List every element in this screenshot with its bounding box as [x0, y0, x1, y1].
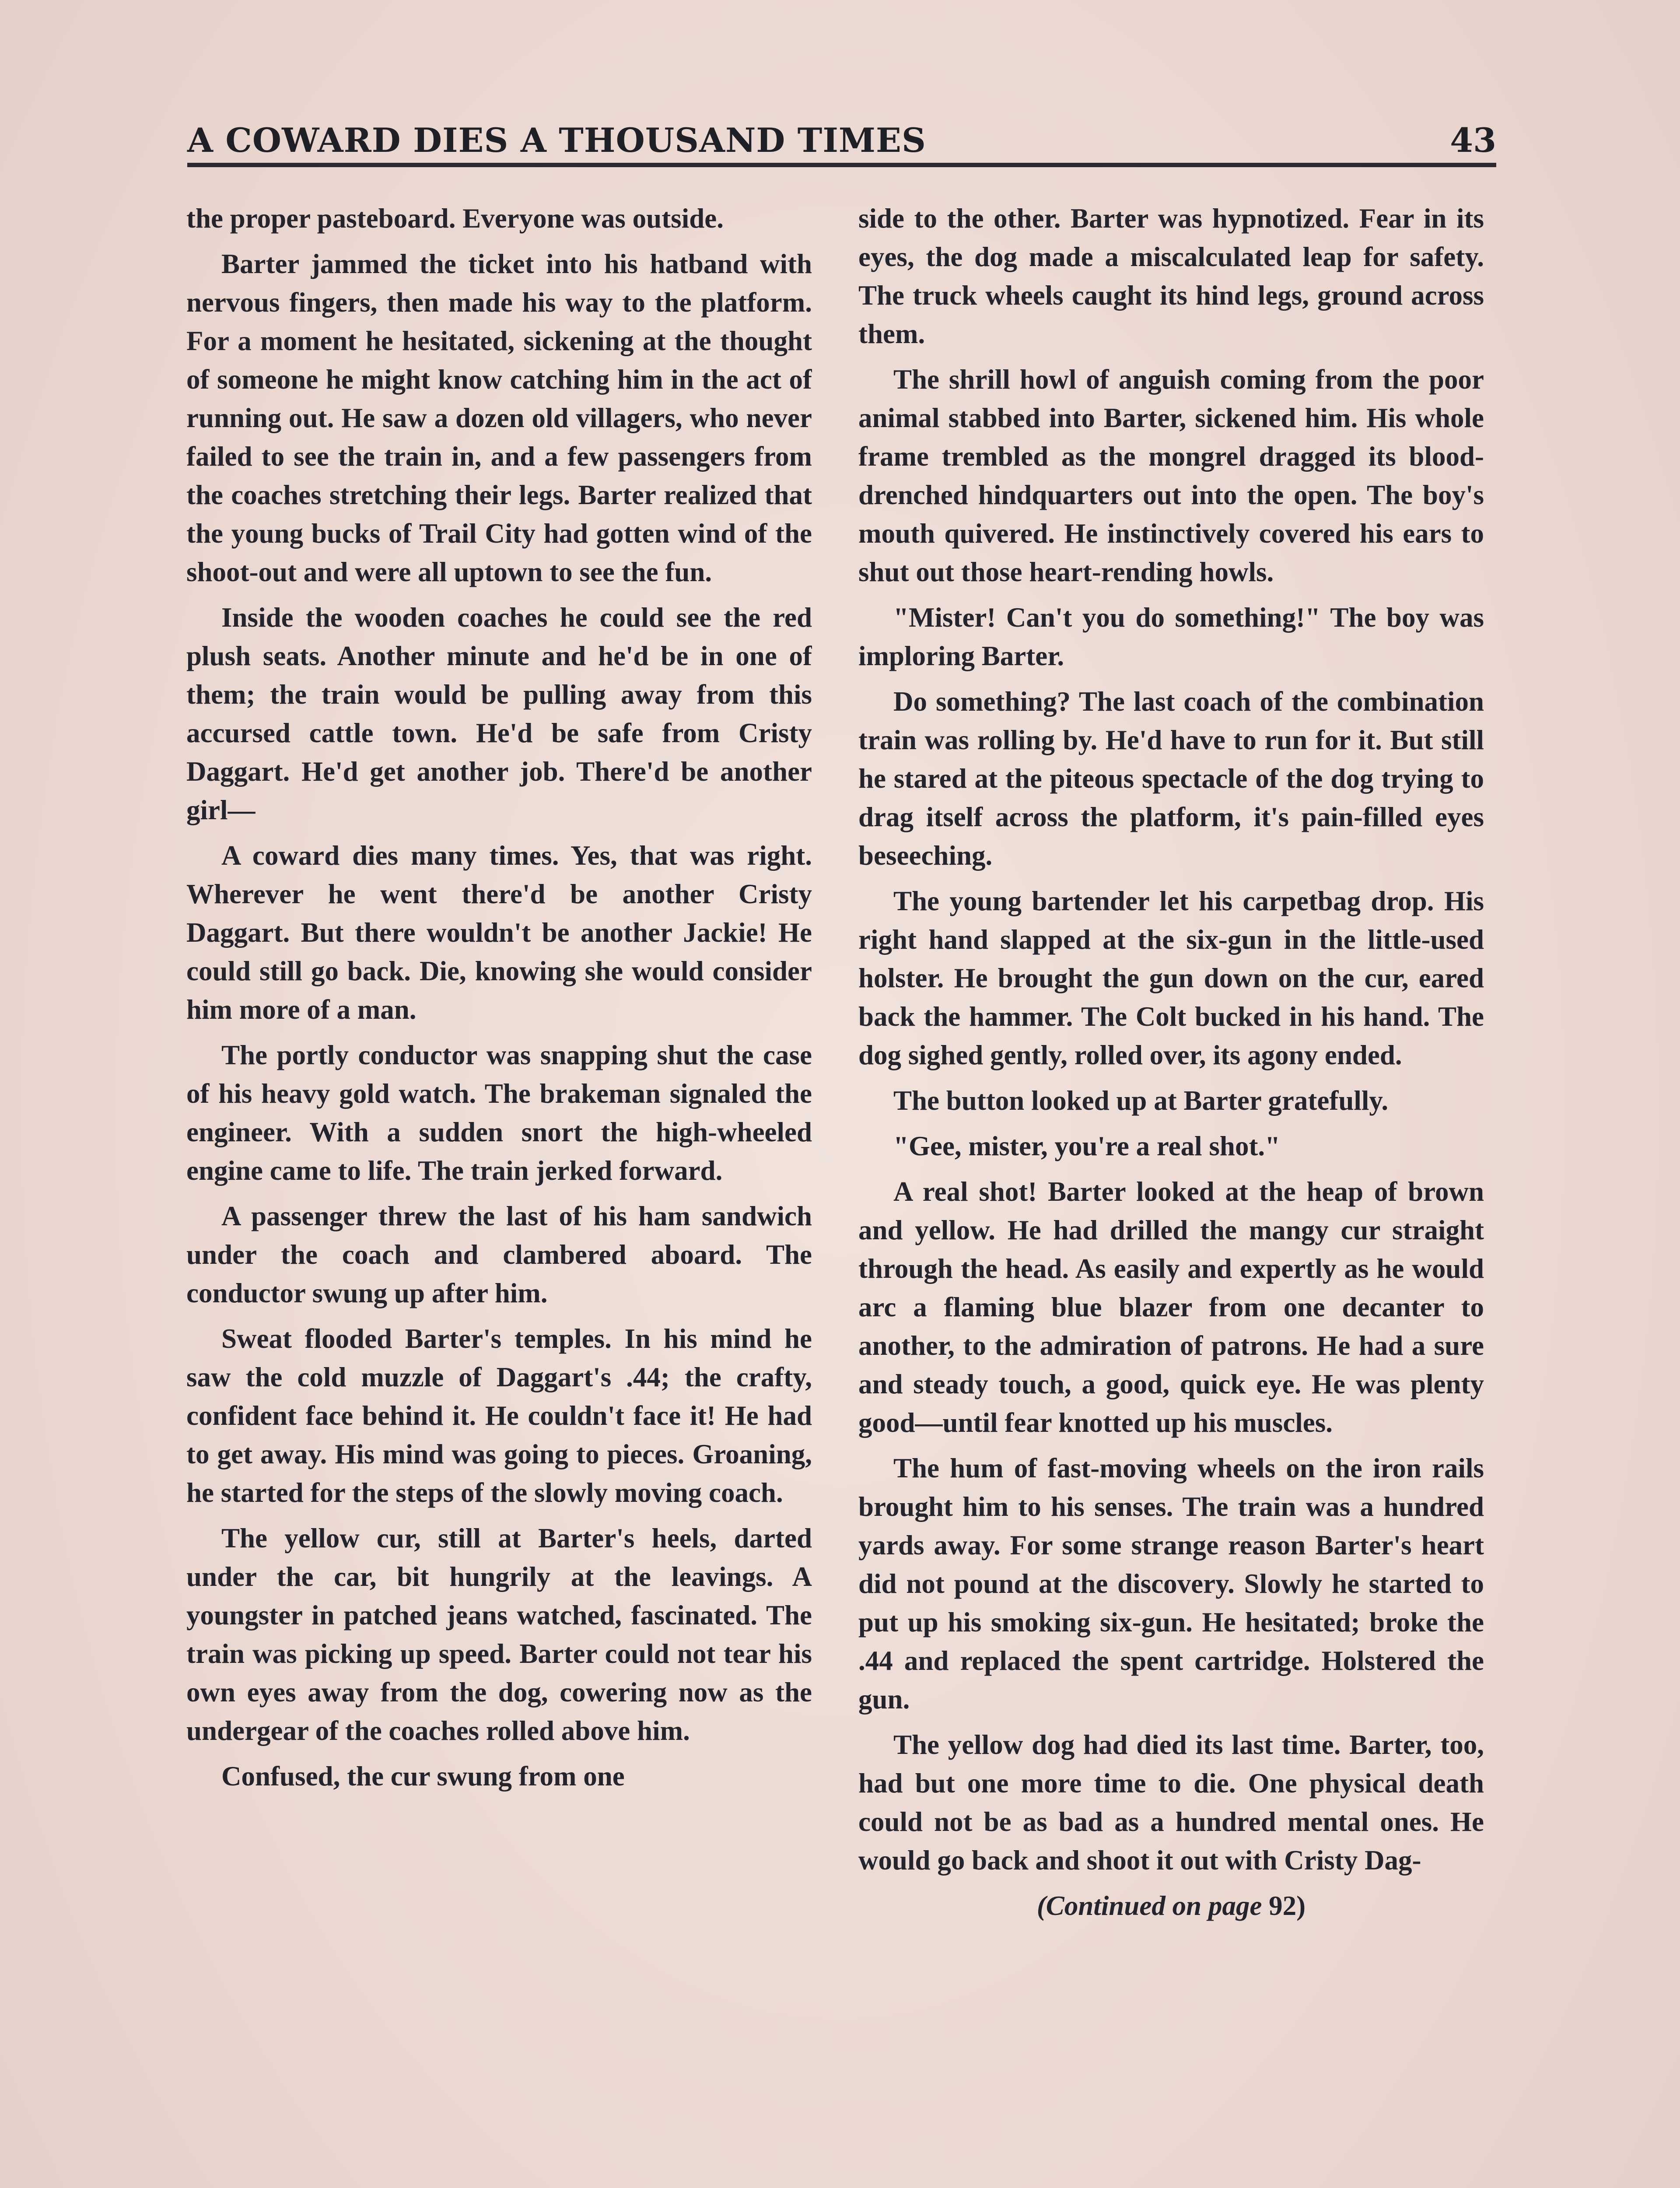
right-column	[858, 199, 1484, 2188]
paragraph: Barter jammed the ticket into his hatband with nervous fingers, then made his way to the platform. For a moment he hesitated, sickening at the thought of someone he might know catching him in the act of running out. He saw a dozen old villagers, who never failed to see the train in, and a few passengers from the coaches stretching their legs. Barter realized that the young bucks of Trail City had gotten wind of the shoot-out and were all uptown to see the fun.	[186, 249, 812, 587]
paragraph: the proper pasteboard. Everyone was outside.	[186, 203, 724, 234]
paragraph: The yellow dog had died its last time. Barter, too, had but one more time to die. One physical death could not be as bad as a hundred mental ones. He would go back and shoot it out with Cristy Dag-	[858, 1729, 1484, 1876]
paragraph: The hum of fast-moving wheels on the iron rails brought him to his senses. The train was a hundred yards away. For some strange reason Barter's heart did not pound at the discovery. Slowly he started to put up his smoking six-gun. He hesitated; broke the .44 and replaced the spent cartridge. Holstered the gun.	[858, 1453, 1484, 1715]
continued-label: (Continued on page	[1036, 1890, 1262, 1921]
paragraph: Sweat flooded Barter's temples. In his mind he saw the cold muzzle of Daggart's .44; the crafty, confident face behind it. He couldn't face it! He had to get away. His mind was going to pieces. Groaning, he started for the steps of the slowly moving coach.	[186, 1323, 812, 1508]
paragraph: Confused, the cur swung from one	[221, 1761, 625, 1792]
story-title: A COWARD DIES A THOUSAND TIMES	[187, 121, 926, 160]
paragraph: A real shot! Barter looked at the heap of brown and yellow. He had drilled the mangy cur straight through the head. As easily and expertly as he would arc a flaming blue blazer from one decanter to another, to the admiration of patrons. He had a sure and steady touch, a good, quick eye. He was plenty good—until fear knotted up his muscles.	[858, 1176, 1484, 1438]
paragraph: A passenger threw the last of his ham sandwich under the coach and clambered aboard. The conductor swung up after him.	[186, 1201, 812, 1308]
paragraph: Do something? The last coach of the combination train was rolling by. He'd have to run for it. But still he stared at the piteous spectacle of the dog trying to drag itself across the platform, it's pain-filled eyes beseeching.	[858, 686, 1484, 871]
paragraph: The button looked up at Barter gratefully.	[893, 1085, 1389, 1116]
paragraph: The yellow cur, still at Barter's heels, darted under the car, bit hungrily at the leavings. A youngster in patched jeans watched, fascinated. The train was picking up speed. Barter could not tear his own eyes away from the dog, cowering now as the undergear of the coaches rolled above him.	[186, 1523, 812, 1746]
left-column	[186, 199, 812, 2188]
page-number: 43	[1450, 121, 1496, 160]
paragraph: The portly conductor was snapping shut the case of his heavy gold watch. The brakeman signaled the engineer. With a sudden snort the high-wheeled engine came to life. The train jerked forward.	[186, 1040, 812, 1186]
paragraph: Inside the wooden coaches he could see the red plush seats. Another minute and he'd be in one of them; the train would be pulling away from this accursed cattle town. He'd be safe from Cristy Daggart. He'd get another job. There'd be another girl—	[186, 602, 812, 825]
paragraph: The young bartender let his carpetbag drop. His right hand slapped at the six-gun in the little-used holster. He brought the gun down on the cur, eared back the hammer. The Colt bucked in his hand. The dog sighed gently, rolled over, its agony ended.	[858, 886, 1484, 1070]
continued-note	[858, 1886, 1484, 1925]
paragraph: The shrill howl of anguish coming from the poor animal stabbed into Barter, sickened him. His whole frame trembled as the mongrel dragged its blood-drenched hindquarters out into the open. The boy's mouth quivered. He instinctively covered his ears to shut out those heart-rending howls.	[858, 364, 1484, 587]
paragraph: "Mister! Can't you do something!" The boy was imploring Barter.	[858, 602, 1484, 671]
paragraph: side to the other. Barter was hypnotized. Fear in its eyes, the dog made a miscalculated leap for safety. The truck wheels caught its hind legs, ground across them.	[858, 203, 1484, 349]
continued-page: 92)	[1269, 1890, 1306, 1921]
paragraph: A coward dies many times. Yes, that was right. Wherever he went there'd be another Cristy Daggart. But there wouldn't be another Jackie! He could still go back. Die, knowing she would consider him more of a man.	[186, 840, 812, 1025]
header-rule	[187, 163, 1496, 167]
running-header	[187, 117, 1496, 170]
paragraph: "Gee, mister, you're a real shot."	[893, 1131, 1281, 1161]
